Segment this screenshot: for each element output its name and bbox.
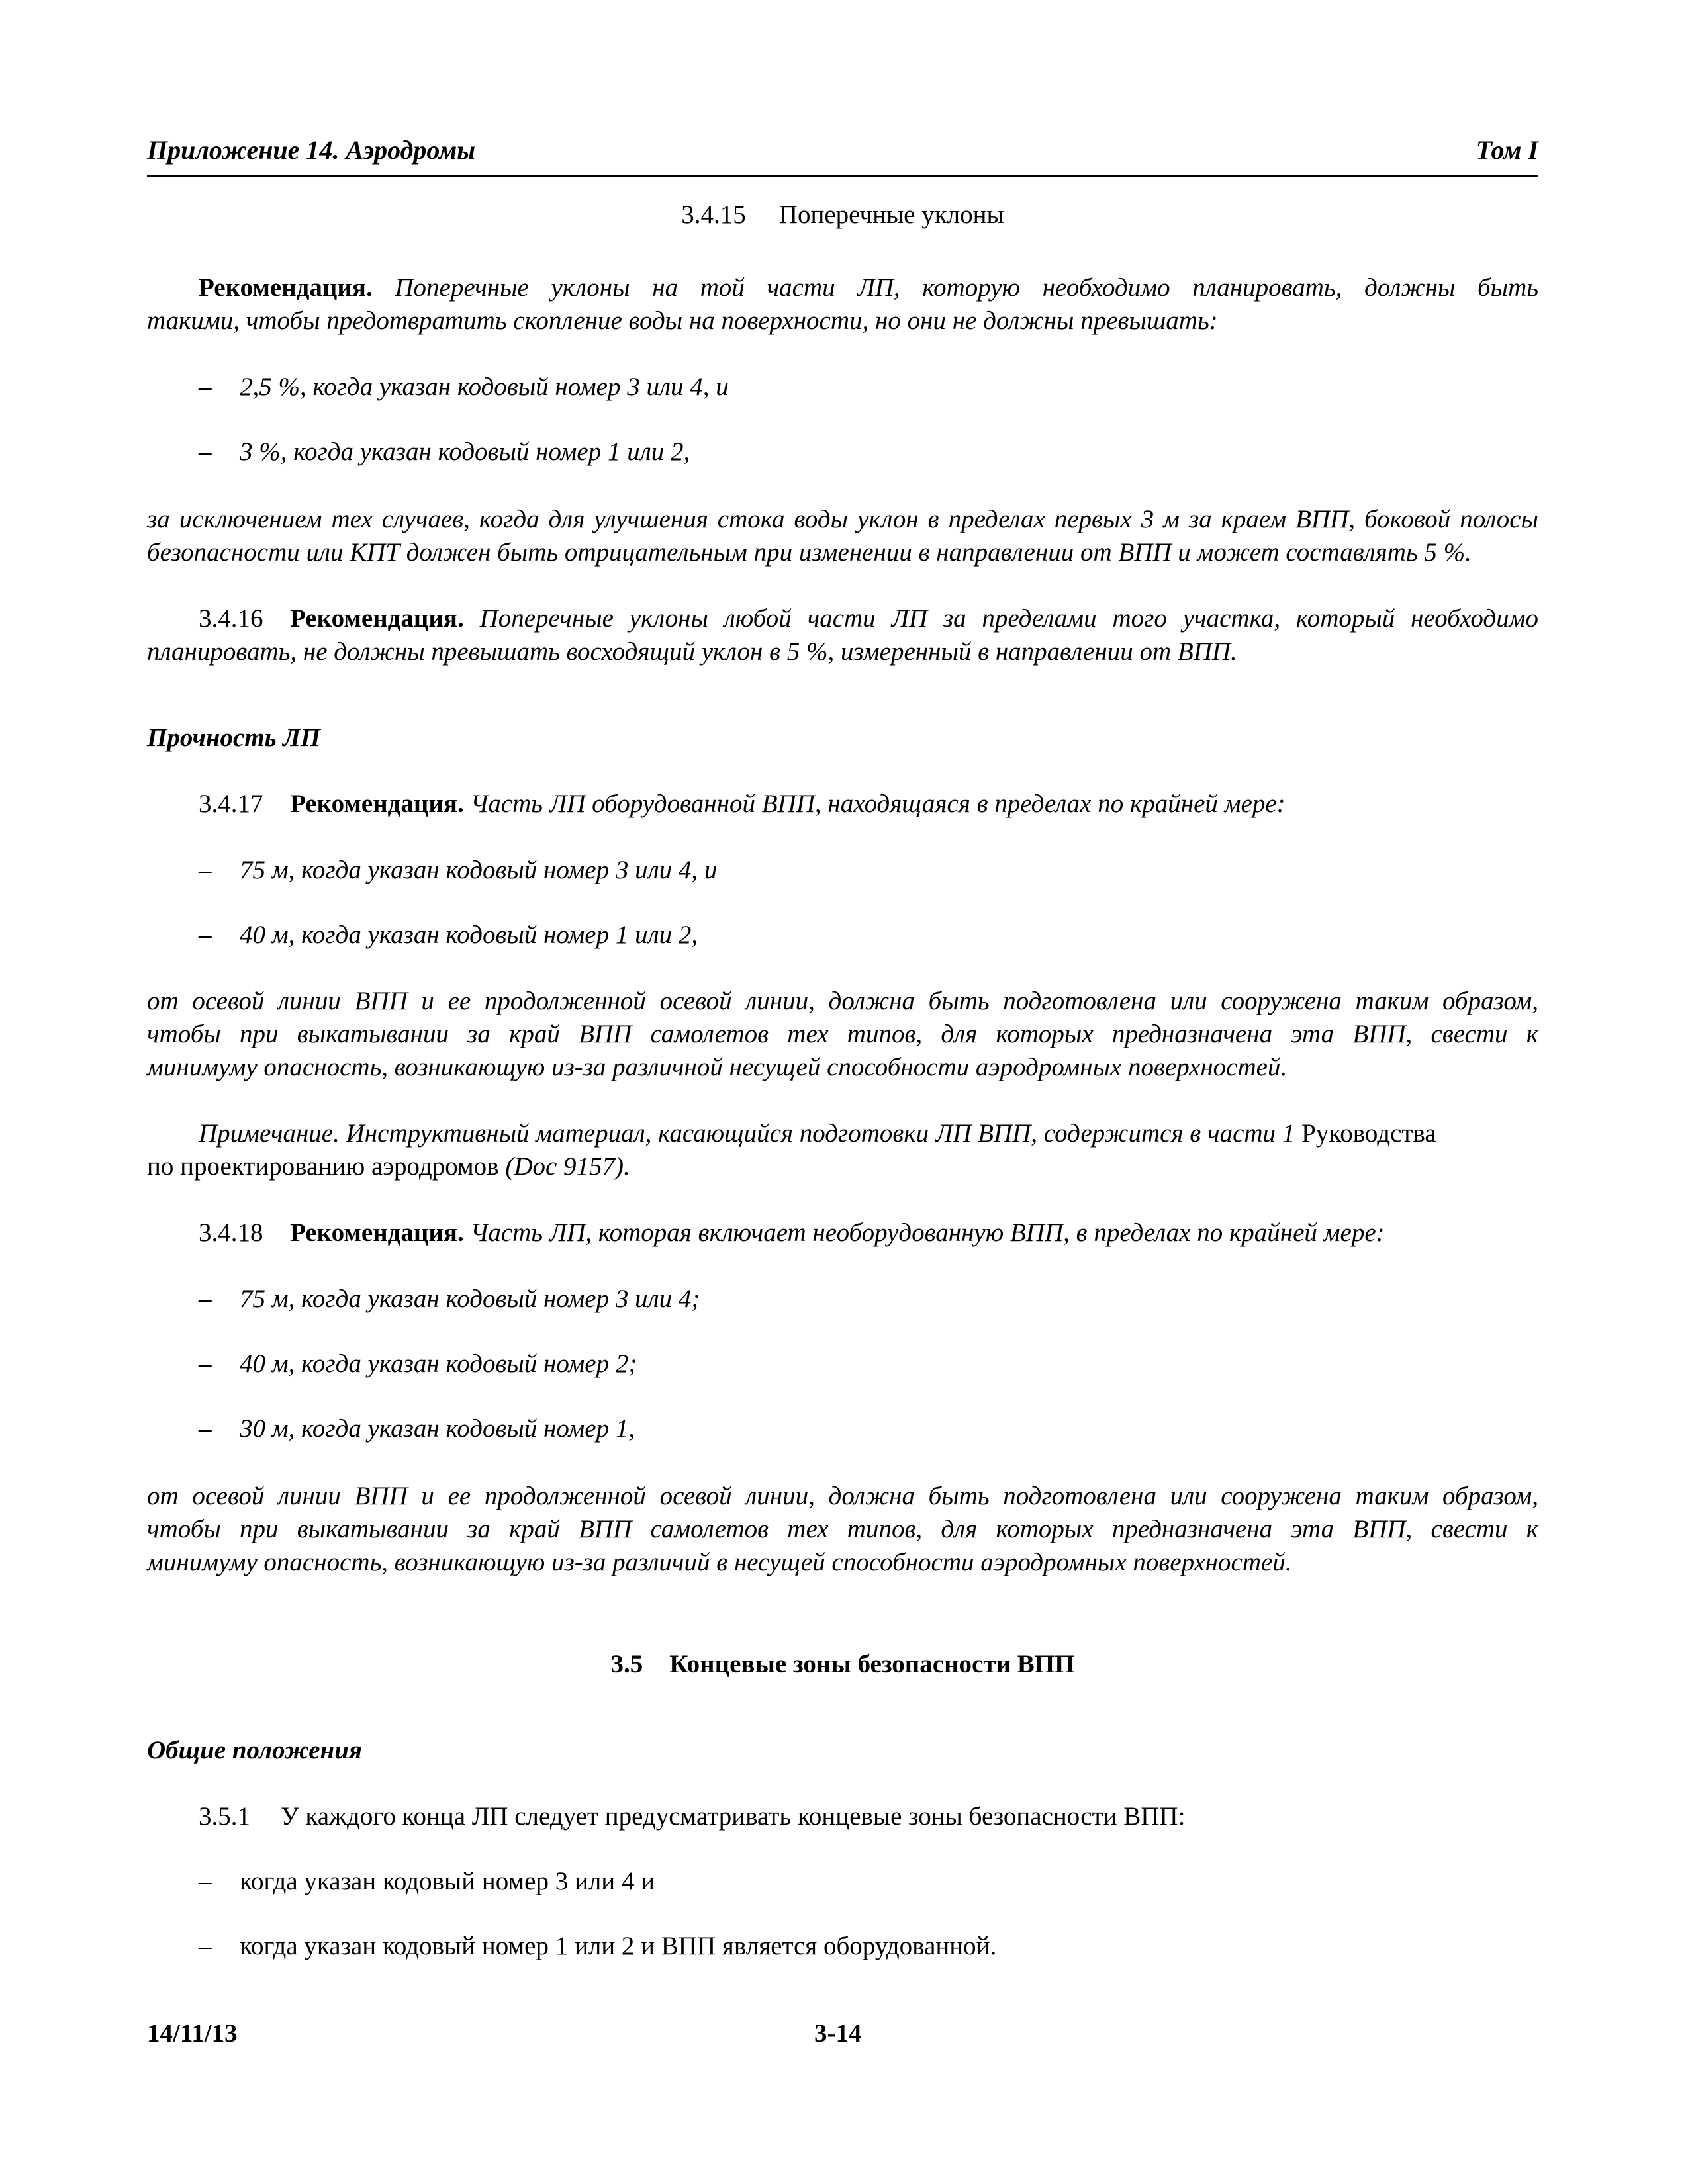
paragraph-axis-line1: от осевой линии ВПП и ее продолженной осевой линии, должна быть подготовлена или сооружена таким образом,	[147, 987, 1538, 1015]
list-dash: –	[199, 1285, 212, 1313]
header-volume: Том I	[1476, 135, 1538, 165]
section-number: 3.5	[610, 1650, 643, 1678]
section-number: 3.5.1	[199, 1802, 250, 1831]
list-dash: –	[199, 437, 212, 466]
section-number: 3.4.15	[681, 201, 746, 229]
paragraph-3416-line1	[147, 602, 1538, 635]
list-item: когда указан кодовый номер 1 или 2 и ВПП является оборудованной.	[240, 1932, 997, 1960]
subheading-strength: Прочность ЛП	[147, 723, 321, 752]
list-item: 40 м, когда указан кодовый номер 1 или 2,	[240, 921, 698, 949]
section-number: 3.4.17	[199, 790, 263, 818]
paragraph-text: Часть ЛП оборудованной ВПП, находящаяся в пределах по крайней мере:	[470, 790, 1286, 818]
paragraph-3417	[199, 788, 1286, 821]
paragraph-text: Поперечные уклоны любой части ЛП за пределами того участка, который необходимо	[479, 604, 1538, 633]
note-line2	[147, 1150, 1538, 1183]
paragraph-3418	[199, 1216, 1385, 1250]
paragraph-axis-line2: чтобы при выкатывании за край ВПП самолетов тех типов, для которых предназначена эта ВПП, свести к	[147, 1020, 1538, 1048]
list-dash: –	[199, 921, 212, 949]
paragraph-axis2-line2: чтобы при выкатывании за край ВПП самолетов тех типов, для которых предназначена эта ВПП, свести к	[147, 1515, 1538, 1543]
page-header	[147, 132, 1538, 177]
list-dash: –	[199, 373, 212, 401]
list-item: 3 %, когда указан кодовый номер 1 или 2,	[240, 437, 690, 466]
paragraph-axis2-line3: минимуму опасность, возникающую из-за различий в несущей способности аэродромных поверхностей.	[147, 1548, 1292, 1576]
header-title: Приложение 14. Аэродромы	[147, 135, 476, 165]
list-dash: –	[199, 856, 212, 884]
paragraph-text: У каждого конца ЛП следует предусматривать концевые зоны безопасности ВПП:	[281, 1802, 1186, 1831]
paragraph-text: Поперечные уклоны на той части ЛП, которую необходимо планировать, должны быть	[395, 273, 1538, 302]
section-number: 3.4.18	[199, 1218, 263, 1247]
section-number: 3.4.16	[199, 604, 263, 633]
list-item: 75 м, когда указан кодовый номер 3 или 4;	[240, 1285, 700, 1313]
paragraph-351	[199, 1800, 1185, 1833]
recommendation-label: Рекомендация.	[199, 273, 373, 302]
footer-page-number: 3-14	[814, 2019, 862, 2048]
note-line1	[147, 1117, 1590, 1150]
list-dash: –	[199, 1414, 212, 1443]
paragraph-axis-line3: минимуму опасность, возникающую из-за различной несущей способности аэродромных поверхностей.	[147, 1053, 1288, 1081]
paragraph-exception-line1: за исключением тех случаев, когда для улучшения стока воды уклон в пределах первых 3 м за краем ВПП, боковой полосы	[147, 505, 1538, 533]
paragraph-exception-line2: безопасности или КПТ должен быть отрицательным при изменении в направлении от ВПП и может составлять 5 %.	[147, 538, 1472, 567]
list-item: 75 м, когда указан кодовый номер 3 или 4, и	[240, 856, 718, 884]
recommendation-label: Рекомендация.	[290, 604, 464, 633]
note-text: Примечание. Инструктивный материал, касающийся подготовки ЛП ВПП, содержится в части 1	[199, 1119, 1295, 1148]
section-title: Поперечные уклоны	[778, 201, 1004, 229]
section-3415-title	[147, 199, 1538, 232]
list-item: когда указан кодовый номер 3 или 4 и	[240, 1867, 655, 1895]
note-doc-number: (Doc 9157).	[505, 1152, 630, 1181]
list-item: 2,5 %, когда указан кодовый номер 3 или 4, и	[240, 373, 729, 401]
paragraph-text: Часть ЛП, которая включает необорудованную ВПП, в пределах по крайней мере:	[470, 1218, 1385, 1247]
section-35-heading	[147, 1648, 1538, 1681]
paragraph-3415-line1	[147, 271, 1538, 304]
paragraph-3416-line2: планировать, не должны превышать восходящий уклон в 5 %, измеренный в направлении от ВПП.	[147, 637, 1237, 666]
paragraph-axis2-line1: от осевой линии ВПП и ее продолженной осевой линии, должна быть подготовлена или сооружена таким образом,	[147, 1482, 1538, 1510]
section-title: Концевые зоны безопасности ВПП	[669, 1650, 1075, 1678]
list-dash: –	[199, 1349, 212, 1378]
subheading-general: Общие положения	[147, 1736, 362, 1764]
recommendation-label: Рекомендация.	[290, 1218, 464, 1247]
list-item: 30 м, когда указан кодовый номер 1,	[240, 1414, 635, 1443]
list-item: 40 м, когда указан кодовый номер 2;	[240, 1349, 637, 1378]
recommendation-label: Рекомендация.	[290, 790, 464, 818]
footer-date: 14/11/13	[147, 2019, 238, 2048]
paragraph-3415-line2: такими, чтобы предотвратить скопление воды на поверхности, но они не должны превышать:	[147, 306, 1218, 335]
list-dash: –	[199, 1867, 212, 1895]
note-reference: Руководства	[1301, 1119, 1436, 1148]
note-reference: по проектированию аэродромов	[147, 1152, 499, 1181]
list-dash: –	[199, 1932, 212, 1960]
